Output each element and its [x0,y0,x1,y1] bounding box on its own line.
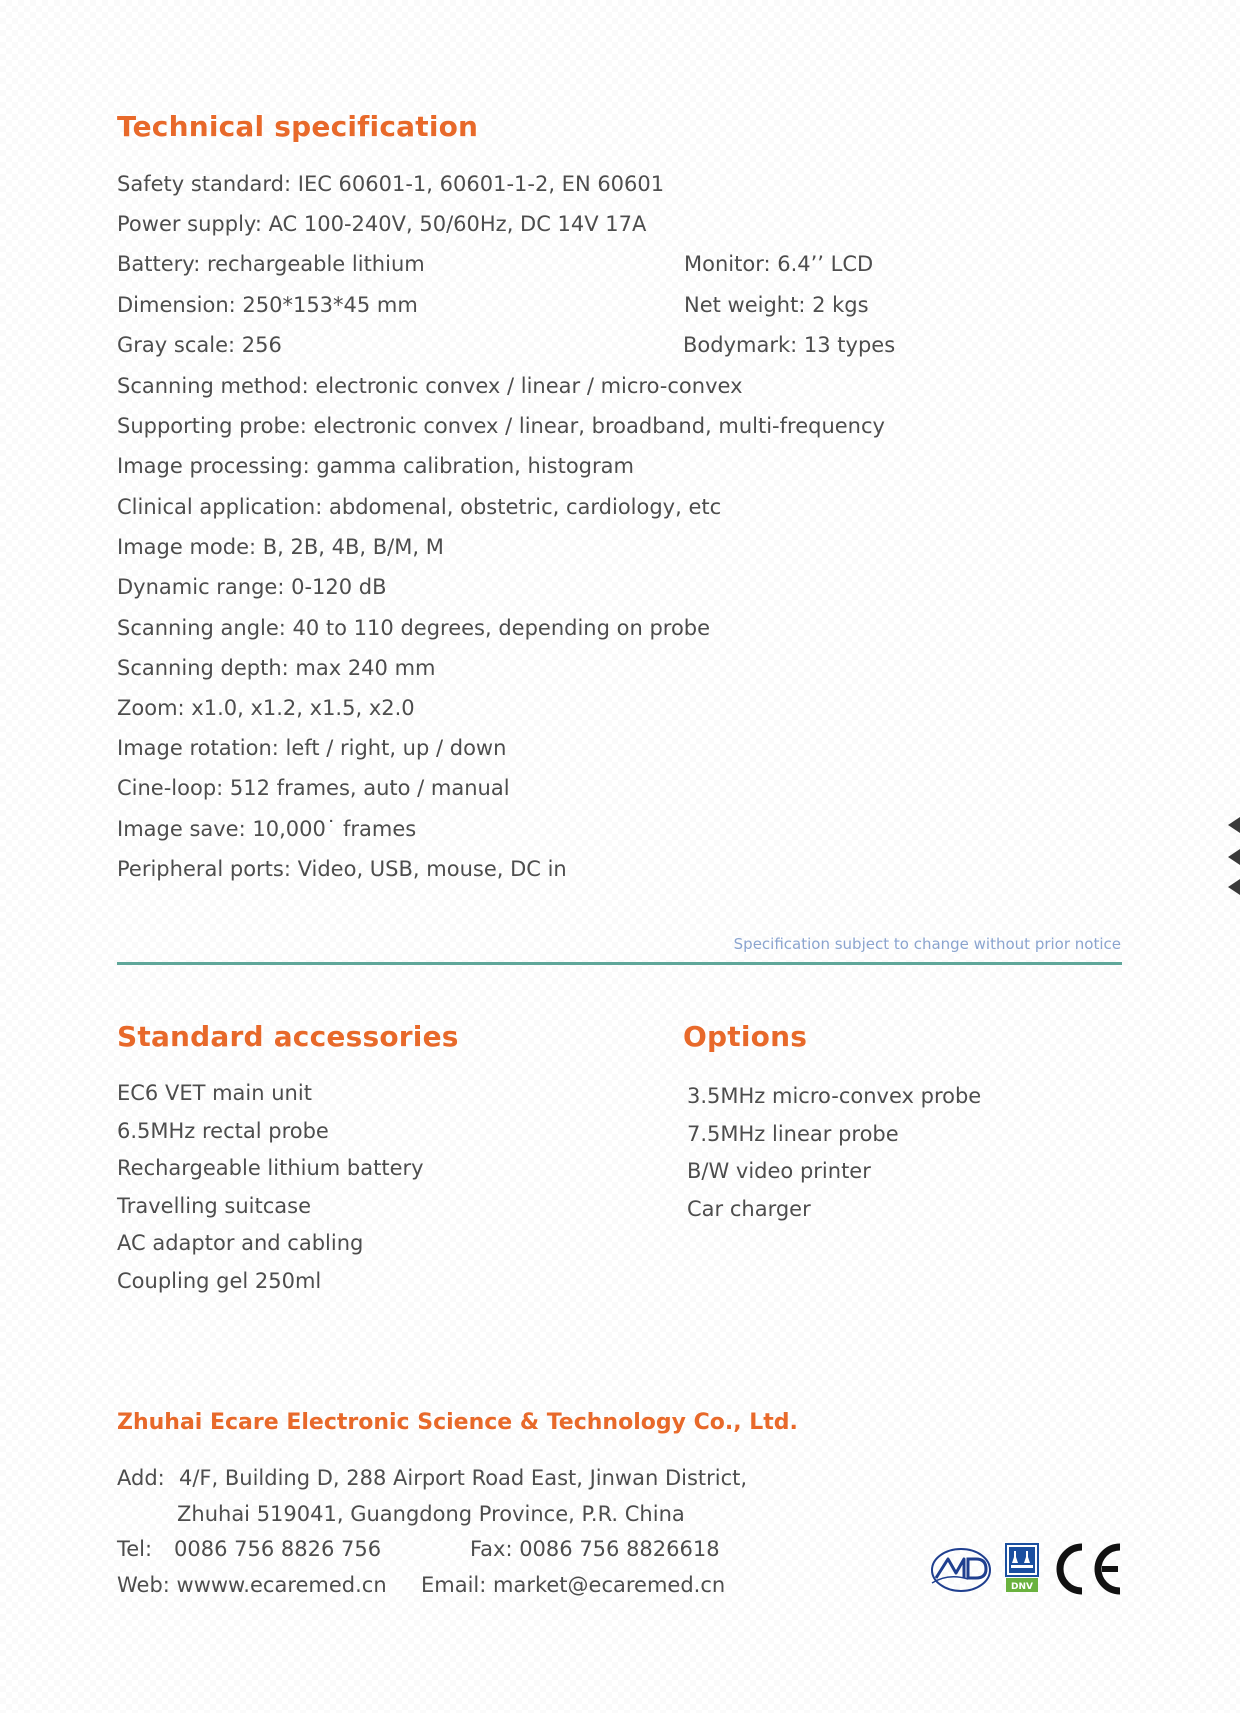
address-label: Add: [117,1466,165,1490]
address-line: 4/F, Building D, 288 Airport Road East, Jinwan District, [179,1466,748,1490]
spec-line-right: Net weight: 2 kgs [684,293,869,317]
list-item: Car charger [687,1197,811,1221]
spec-line: Dynamic range: 0-120 dB [117,575,387,599]
options-heading: Options [683,1020,808,1053]
list-item: AC adaptor and cabling [117,1231,364,1255]
dnv-logo-icon [1005,1543,1039,1593]
spec-line: Image processing: gamma calibration, histogram [117,454,634,478]
tech-spec-heading: Technical specification [117,110,479,143]
spec-line: Zoom: x1.0, x1.2, x1.5, x2.0 [117,696,415,720]
list-item: 3.5MHz micro-convex probe [687,1084,982,1108]
spec-line: Scanning angle: 40 to 110 degrees, depending on probe [117,616,711,640]
list-item: Coupling gel 250ml [117,1269,322,1293]
accessories-heading: Standard accessories [117,1020,459,1053]
spec-line: Power supply: AC 100-240V, 50/60Hz, DC 14V 17A [117,212,647,236]
list-item: Rechargeable lithium battery [117,1156,424,1180]
spec-line: Image mode: B, 2B, 4B, B/M, M [117,535,444,559]
list-item: 7.5MHz linear probe [687,1122,899,1146]
list-item: 6.5MHz rectal probe [117,1119,329,1143]
web-link[interactable]: Web: wwww.ecaremed.cn [117,1573,387,1597]
email-link[interactable]: Email: market@ecaremed.cn [421,1573,726,1597]
spec-line: Supporting probe: electronic convex / linear, broadband, multi-frequency [117,414,885,438]
arrow-left-icon [1228,879,1240,895]
spec-line: Scanning depth: max 240 mm [117,656,436,680]
spec-line-right: Monitor: 6.4’’ LCD [684,252,874,276]
fax-value: Fax: 0086 756 8826618 [470,1537,720,1561]
spec-line-right: Bodymark: 13 types [683,333,896,357]
list-item: B/W video printer [687,1159,871,1183]
spec-line: Scanning method: electronic convex / linear / micro-convex [117,374,743,398]
list-item: Travelling suitcase [117,1194,312,1218]
spec-line: Clinical application: abdomenal, obstetric, cardiology, etc [117,495,722,519]
md-logo-icon [928,1543,993,1595]
spec-line: Cine-loop: 512 frames, auto / manual [117,776,510,800]
spec-notice: Specification subject to change without prior notice [733,935,1121,953]
svg-text:DNV: DNV [1011,1582,1033,1592]
ce-mark-icon [1050,1540,1124,1598]
section-divider [117,962,1122,965]
arrow-left-icon [1228,849,1240,865]
address-line: Zhuhai 519041, Guangdong Province, P.R. China [177,1502,685,1526]
spec-line: Image rotation: left / right, up / down [117,736,507,760]
spec-line: Image save: 10,000˙ frames [117,817,417,841]
company-name: Zhuhai Ecare Electronic Science & Technology Co., Ltd. [117,1410,798,1435]
spec-line: Gray scale: 256 [117,333,282,357]
spec-line: Dimension: 250*153*45 mm [117,293,418,317]
tel-label: Tel: [117,1537,153,1561]
spec-line: Peripheral ports: Video, USB, mouse, DC in [117,857,567,881]
spec-line: Battery: rechargeable lithium [117,252,425,276]
tel-value: 0086 756 8826 756 [174,1537,382,1561]
list-item: EC6 VET main unit [117,1081,312,1105]
arrow-left-icon [1228,817,1240,833]
spec-line: Safety standard: IEC 60601-1, 60601-1-2, EN 60601 [117,172,665,196]
